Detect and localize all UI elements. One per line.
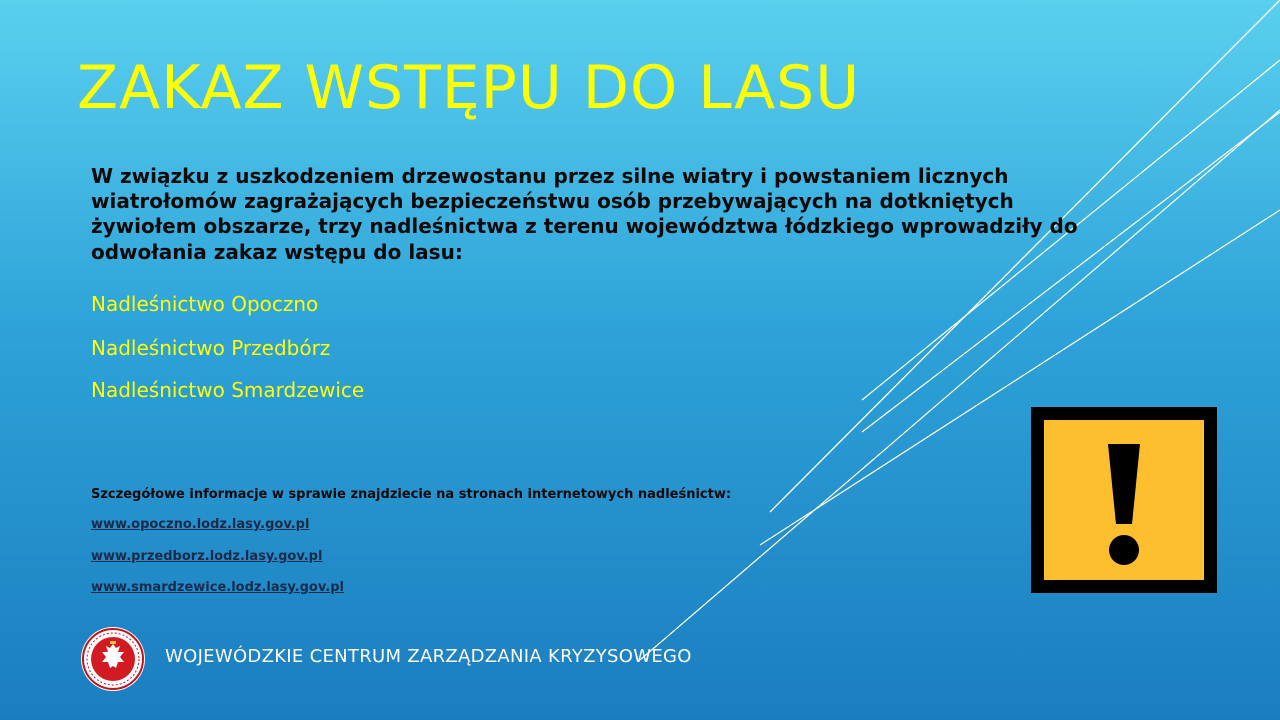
details-note: Szczegółowe informacje w sprawie znajdziecie na stronach internetowych nadleśnictw:	[91, 487, 732, 502]
page-title: ZAKAZ WSTĘPU DO LASU	[77, 53, 861, 123]
footer-org-name: WOJEWÓDZKIE CENTRUM ZARZĄDZANIA KRYZYSOWEGO	[165, 646, 692, 667]
link-przedborz[interactable]: www.przedborz.lodz.lasy.gov.pl	[91, 549, 323, 564]
district-opoczno: Nadleśnictwo Opoczno	[91, 292, 319, 316]
link-opoczno[interactable]: www.opoczno.lodz.lasy.gov.pl	[91, 517, 310, 532]
intro-text: W związku z uszkodzeniem drzewostanu przez silne wiatry i powstaniem licznych wiatrołomów zagrażających bezpieczeństwu osób przebywających na dotkniętych żywiołem obszarze, trzy nadleśnictwa z terenu województwa łódzkiego wprowadziły do odwołania zakaz wstępu do lasu:	[91, 164, 1078, 264]
exclamation-warning-icon	[1044, 420, 1204, 580]
link-smardzewice[interactable]: www.smardzewice.lodz.lasy.gov.pl	[91, 580, 344, 595]
district-przedborz: Nadleśnictwo Przedbórz	[91, 336, 331, 360]
polish-eagle-emblem-icon	[80, 626, 146, 692]
warning-sign	[1031, 407, 1217, 593]
district-smardzewice: Nadleśnictwo Smardzewice	[91, 378, 365, 402]
